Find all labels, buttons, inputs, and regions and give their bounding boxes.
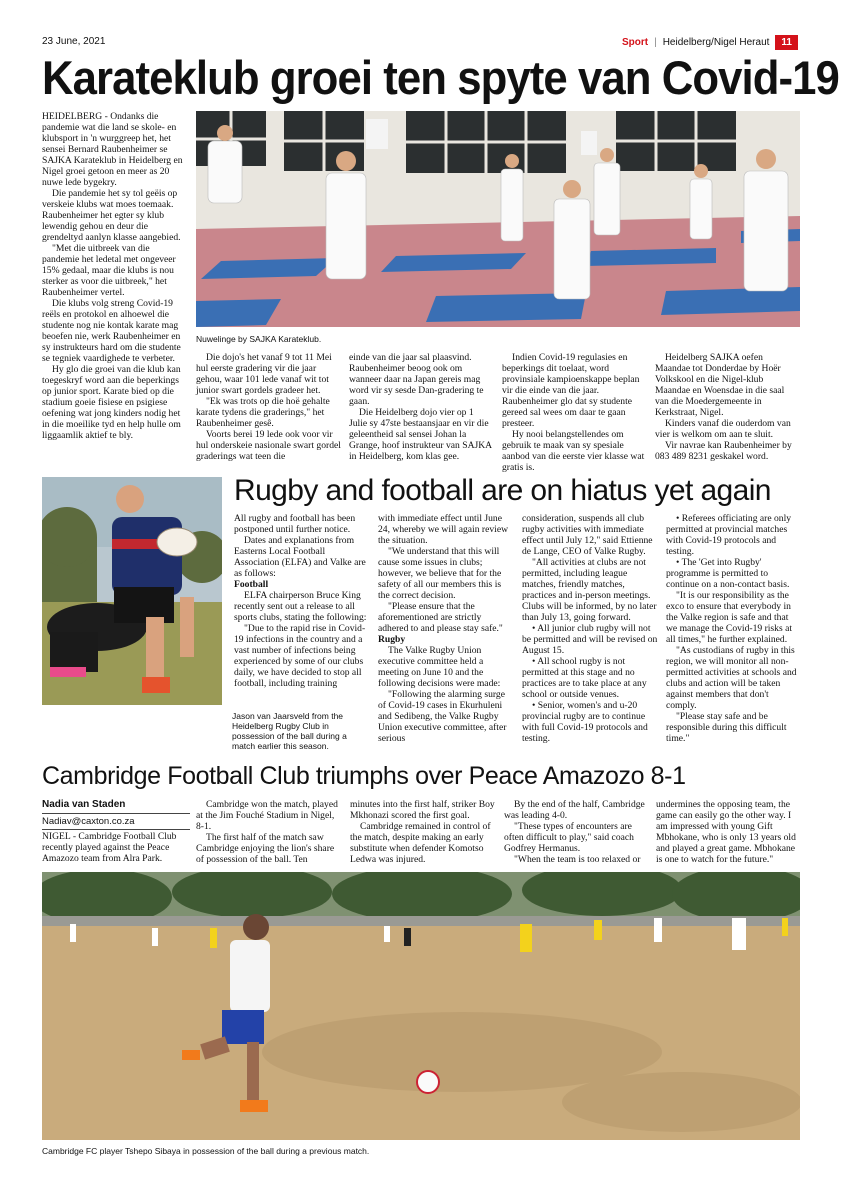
paragraph: Die pandemie het sy tol geëis op verskeie klubs wat moes toemaak. Raubenheimer het egter sy klub lewendig gehou en deur die grendeltyd aanlyn klasse aangebied. (42, 188, 181, 243)
paragraph: undermines the opposing team, the game can easily go the other way. I am impressed with young Gift Mbhokane, who is only 13 years old and played a great game. Mbhokane is one to watch for the future." (656, 799, 796, 865)
rugby-photo (42, 477, 222, 705)
paragraph: "These types of encounters are often difficult to play," said coach Godfrey Hermanus. (504, 821, 634, 854)
paragraph: • All school rugby is not permitted at this stage and no practices are to take place at any school or outside venues. (522, 656, 647, 700)
paragraph: "Ek was trots op die hoë gehalte karate tydens die graderings," het Raubenheimer gesê. (196, 396, 330, 429)
paragraph: • Referees officiating are only permitted at provincial matches with Covid-19 protocols and testing. (666, 513, 792, 557)
karate-col-5 (655, 352, 800, 462)
paragraph: • All junior club rugby will not be permitted and will be revised on August 15. (522, 623, 658, 656)
rugby-col-1 (234, 513, 370, 689)
rugby-col-2 (378, 513, 514, 744)
paragraph: einde van die jaar sal plaasvind. Raubenheimer beoog ook om wanneer daar na Japan gereis mag word vir sy sesde Dan-gradering te gaan. (349, 352, 484, 407)
paragraph: "It is our responsibility as the exco to ensure that everybody in the Valke region is safe and that we manage the Covid-19 risks at all times," he further explained. (666, 590, 793, 645)
paragraph: Die klubs volg streng Covid-19 reëls en protokol en alhoewel die studente nog nie kontak karate mag beoefen nie, werk Raubenheimer en sy instrukteurs hard om die studente se tegniek vaardighede te verbeter. (42, 298, 181, 364)
football-col-1 (42, 831, 190, 864)
issue-date: 23 June, 2021 (42, 36, 106, 47)
karate-photo-caption: Nuwelinge by SAJKA Karateklub. (196, 334, 322, 344)
paragraph: "When the team is too relaxed or (514, 854, 641, 865)
paragraph: Kinders vanaf die ouderdom van vier is welkom om aan te sluit. (655, 418, 791, 440)
rugby-col-4 (666, 513, 800, 744)
subhead-rugby: Rugby (378, 634, 406, 645)
byline-rule (42, 829, 190, 830)
paragraph: Die Heidelberg dojo vier op 1 Julie sy 47ste bestaansjaar en vir die geleentheid sal sensei Johan la Grange, hoof instrukteur van SAJKA in Heidelberg, kom klas gee. (349, 407, 492, 462)
paragraph: • Senior, women's and u-20 provincial rugby are to continue with full Covid-19 protocols and testing. (522, 700, 648, 744)
paragraph: "We understand that this will cause some issues in clubs; however, we believe that for the safety of all our members this is the correct decision. (378, 546, 502, 601)
publication-name: Heidelberg/Nigel Heraut (662, 37, 770, 48)
paragraph: "As custodians of rugby in this region, we will monitor all non-permitted activities at schools and clubs and action will be taken against members that don't comply. (666, 645, 797, 711)
paragraph: Indien Covid-19 regulasies en beperkings dit toelaat, word provinsiale kampioenskappe beplan vir die einde van die jaar. Raubenheimer glo dat sy studente gereed sal wees om daar te gaan presteer. (502, 352, 640, 429)
byline (42, 799, 190, 833)
paragraph: "Please ensure that the aforementioned are strictly adhered to and please stay safe." (378, 601, 503, 634)
paragraph: consideration, suspends all club rugby activities with immediate effect until July 12," said Ettienne de Lange, CEO of Valke Rugby. (522, 513, 653, 557)
karate-photo (196, 111, 800, 327)
paragraph: ELFA chairperson Bruce King recently sent out a release to all sports clubs, stating the following: (234, 590, 367, 623)
paragraph: The first half of the match saw Cambridge enjoying the lion's share of possession of the ball. Ten (196, 832, 335, 865)
page-number: 11 (775, 35, 798, 50)
byline-name: Nadia van Staden (42, 799, 126, 810)
football-col-5 (656, 799, 802, 865)
football-photo-caption: Cambridge FC player Tshepo Sibaya in possession of the ball during a previous match. (42, 1146, 370, 1156)
karate-col-3 (349, 352, 494, 462)
byline-rule (42, 813, 190, 814)
paragraph: Vir navrae kan Raubenheimer by 083 489 8231 geskakel word. (655, 440, 792, 462)
football-col-3 (350, 799, 498, 865)
paragraph: HEIDELBERG - Ondanks die pandemie wat die land se skole- en klubsport in 'n wurggreep het, het sensei Bernard Raubenheimer se SAJKA Karateklub in Heidelberg en Nigel groei getoon en meer as 20 nuwe lede bygekry. (42, 111, 183, 188)
paragraph: Hy nooi belangstellendes om gebruik te maak van sy spesiale aanbod van die eerste vier klasse wat gratis is. (502, 429, 645, 473)
paragraph: Heidelberg SAJKA oefen Maandae tot Donderdae by Hoër Volkskool en die Nigel-klub Maandae en Woensdae in die saal van die Moedergemeente in Kerkstraat, Nigel. (655, 352, 785, 418)
paragraph: The Valke Rugby Union executive committee held a meeting on June 10 and the following decisions were made: (378, 645, 501, 689)
paragraph: "Please stay safe and be responsible during this difficult time." (666, 711, 787, 744)
karate-headline: Karateklub groei ten spyte van Covid-19 (42, 51, 839, 104)
rugby-headline: Rugby and football are on hiatus yet again (234, 474, 771, 507)
karate-col-1 (42, 111, 188, 441)
rugby-col-3 (522, 513, 658, 744)
paragraph: "Due to the rapid rise in Covid-19 infections in the country and a vast number of infections being experienced by some of our clubs daily, we have decided to stop all football, including training (234, 623, 366, 689)
paragraph: Cambridge won the match, played at the Jim Fouché Stadium in Nigel, 8-1. (196, 799, 338, 832)
rugby-photo-caption: Jason van Jaarsveld from the Heidelberg Rugby Club in possession of the ball during a match earlier this season. (232, 711, 347, 751)
paragraph: Hy glo die groei van die klub kan toegeskryf word aan die beperkings op junior sport. Karate bied op die stadium goeie fisiese en psigiese oefening wat jong kinders nodig het in die moeilike tyd en help hulle om liggaamlik aktief te bly. (42, 364, 181, 441)
paragraph: All rugby and football has been postponed until further notice. (234, 513, 356, 535)
paragraph: "All activities at clubs are not permitted, including league matches, friendly matches, practices and in-person meetings. Clubs will be informed, by no later than July 13, going forward. (522, 557, 657, 623)
section-label: Sport (621, 37, 649, 48)
header-separator: | (654, 37, 657, 48)
karate-col-4 (502, 352, 647, 473)
paragraph: By the end of the half, Cambridge was leading 4-0. (504, 799, 645, 821)
byline-email[interactable]: Nadiav@caxton.co.za (42, 816, 135, 827)
paragraph: Die dojo's het vanaf 9 tot 11 Mei hul eerste gradering vir die jaar gehou, waar 101 lede vanaf wit tot junior swart gordels gradeer het. (196, 352, 332, 396)
football-col-4 (504, 799, 652, 865)
paragraph: NIGEL - Cambridge Football Club recently played against the Peace Amazozo team from Alra Park. (42, 831, 177, 864)
paragraph: with immediate effect until June 24, whereby we will again review the situation. (378, 513, 509, 546)
paragraph: Voorts berei 19 lede ook voor vir hul onderskeie nasionale swart gordel graderings wat teen die (196, 429, 341, 462)
paragraph: Cambridge remained in control of the match, despite making an early substitute when defender Komotso Ledwa was injured. (350, 821, 491, 865)
paragraph: minutes into the first half, striker Boy Mkhonazi scored the first goal. (350, 799, 495, 821)
page-header-right (622, 35, 798, 50)
football-col-2 (196, 799, 344, 865)
paragraph: • The 'Get into Rugby' programme is permitted to continue on a non-contact basis. (666, 557, 790, 590)
subhead-football: Football (234, 579, 269, 590)
paragraph: "Met die uitbreek van die pandemie het ledetal met ongeveer 15% gedaal, maar die klubs is nou sterker as voor die uitbreek," het Raubenheimer vertel. (42, 243, 176, 298)
karate-col-2 (196, 352, 341, 462)
paragraph: "Following the alarming surge of Covid-19 cases in Ekurhuleni and Sedibeng, the Valke Rugby Union executive committee, after serious (378, 689, 507, 744)
football-photo (42, 872, 800, 1140)
football-headline: Cambridge Football Club triumphs over Peace Amazozo 8-1 (42, 762, 686, 790)
paragraph: Dates and explanations from Easterns Local Football Association (ELFA) and Valke are as follows: (234, 535, 366, 579)
